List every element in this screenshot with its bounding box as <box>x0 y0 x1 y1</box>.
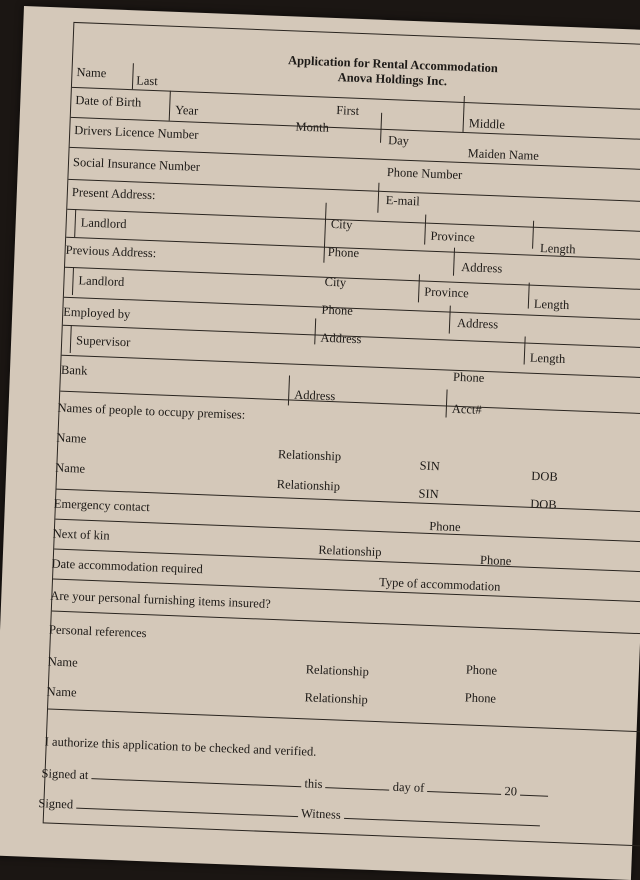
employer-address-label: Address <box>320 330 362 347</box>
bank-address-label: Address <box>294 387 336 404</box>
occupant-1-dob-label: DOB <box>531 468 558 484</box>
account-number-label: Acct# <box>451 401 482 417</box>
first-name-label: First <box>335 103 360 118</box>
occupants-header: Names of people to occupy premises: <box>57 400 246 422</box>
maiden-name-label: Maiden Name <box>467 146 540 163</box>
authorization-statement: I authorize this application to be checked and verified. <box>44 734 317 759</box>
divider <box>446 390 448 418</box>
previous-landlord-phone-label: Phone <box>321 302 354 318</box>
paper-sheet <box>0 6 640 880</box>
name-label: Name <box>76 65 107 81</box>
birth-month-label: Month <box>295 119 330 135</box>
personal-references-label: Personal references <box>48 622 147 641</box>
previous-landlord-label: Landlord <box>78 273 125 290</box>
divider <box>323 203 326 263</box>
email-label: E-mail <box>385 193 421 209</box>
witness-blank[interactable] <box>344 808 540 827</box>
this-label: this <box>304 776 323 792</box>
next-of-kin-label: Next of kin <box>52 526 110 543</box>
present-landlord-label: Landlord <box>80 215 127 232</box>
indent-marker <box>70 325 72 353</box>
occupant-1-sin-label: SIN <box>419 458 441 474</box>
present-length-label: Length <box>539 240 576 257</box>
occupant-2-relationship-label: Relationship <box>276 477 341 494</box>
occupant-1-relationship-label: Relationship <box>277 447 342 464</box>
present-city-label: City <box>330 216 353 232</box>
previous-length-label: Length <box>533 296 570 313</box>
middle-name-label: Middle <box>468 116 506 132</box>
date-of-birth-label: Date of Birth <box>75 93 142 110</box>
day-of-label: day of <box>392 779 425 795</box>
present-landlord-address-label: Address <box>461 259 503 276</box>
row-divider <box>67 209 640 233</box>
signed-at-blank[interactable] <box>91 768 301 787</box>
previous-landlord-address-label: Address <box>456 315 499 332</box>
divider <box>528 283 530 309</box>
social-insurance-label: Social Insurance Number <box>72 155 201 174</box>
occupant-1-name-label: Name <box>56 430 87 446</box>
next-of-kin-relationship-label: Relationship <box>318 542 382 560</box>
year-prefix-label: 20 <box>504 784 518 799</box>
supervisor-label: Supervisor <box>75 333 131 350</box>
supervisor-phone-label: Phone <box>452 369 485 385</box>
birth-day-label: Day <box>387 133 410 148</box>
occupant-2-dob-label: DOB <box>529 496 557 512</box>
row-divider <box>65 267 640 291</box>
next-of-kin-phone-label: Phone <box>479 552 512 569</box>
indent-marker <box>74 209 76 237</box>
birth-year-label: Year <box>174 102 199 118</box>
divider <box>288 375 290 405</box>
insured-question-label: Are your personal furnishing items insured? <box>50 588 271 611</box>
drivers-licence-label: Drivers Licence Number <box>74 123 199 142</box>
type-required-label: Type of accommodation <box>378 575 501 594</box>
row-divider <box>55 519 640 543</box>
present-landlord-phone-label: Phone <box>327 244 360 261</box>
bank-label: Bank <box>60 362 88 378</box>
day-of-blank[interactable] <box>427 781 501 795</box>
present-province-label: Province <box>430 228 476 245</box>
reference-2-relationship-label: Relationship <box>304 690 369 707</box>
this-blank[interactable] <box>326 777 390 790</box>
indent-marker <box>72 267 74 295</box>
occupant-2-sin-label: SIN <box>418 486 439 502</box>
divider <box>449 306 451 334</box>
previous-province-label: Province <box>424 284 470 301</box>
emergency-contact-label: Emergency contact <box>53 496 151 515</box>
date-required-label: Date accommodation required <box>51 556 204 577</box>
signature-blank[interactable] <box>76 798 298 818</box>
signed-at-label: Signed at <box>41 766 89 783</box>
employed-by-label: Employed by <box>63 304 131 322</box>
divider <box>418 274 420 302</box>
witness-label: Witness <box>300 806 342 822</box>
previous-city-label: City <box>324 274 347 290</box>
reference-2-name-label: Name <box>46 684 77 700</box>
divider <box>314 318 316 344</box>
divider <box>132 63 134 89</box>
form-title: Application for Rental Accommodation Anova Holdings Inc. <box>287 53 499 89</box>
signed-at-line <box>41 766 548 800</box>
employment-length-label: Length <box>529 350 566 367</box>
divider <box>169 91 171 121</box>
reference-1-phone-label: Phone <box>465 662 498 678</box>
signed-line <box>38 796 540 830</box>
divider <box>524 336 526 364</box>
year-blank[interactable] <box>520 785 548 797</box>
divider <box>532 221 534 249</box>
signed-label: Signed <box>38 796 74 812</box>
reference-1-name-label: Name <box>47 654 78 670</box>
occupant-2-name-label: Name <box>55 460 86 476</box>
reference-1-relationship-label: Relationship <box>305 662 370 679</box>
reference-2-phone-label: Phone <box>464 690 497 706</box>
previous-address-label: Previous Address: <box>65 242 157 261</box>
divider <box>377 183 379 213</box>
emergency-phone-label: Phone <box>429 518 461 535</box>
last-name-label: Last <box>135 73 159 89</box>
rental-application-form <box>38 22 640 847</box>
divider <box>424 215 426 245</box>
present-address-label: Present Address: <box>71 184 156 203</box>
row-divider <box>48 708 640 732</box>
phone-number-label: Phone Number <box>386 165 463 182</box>
